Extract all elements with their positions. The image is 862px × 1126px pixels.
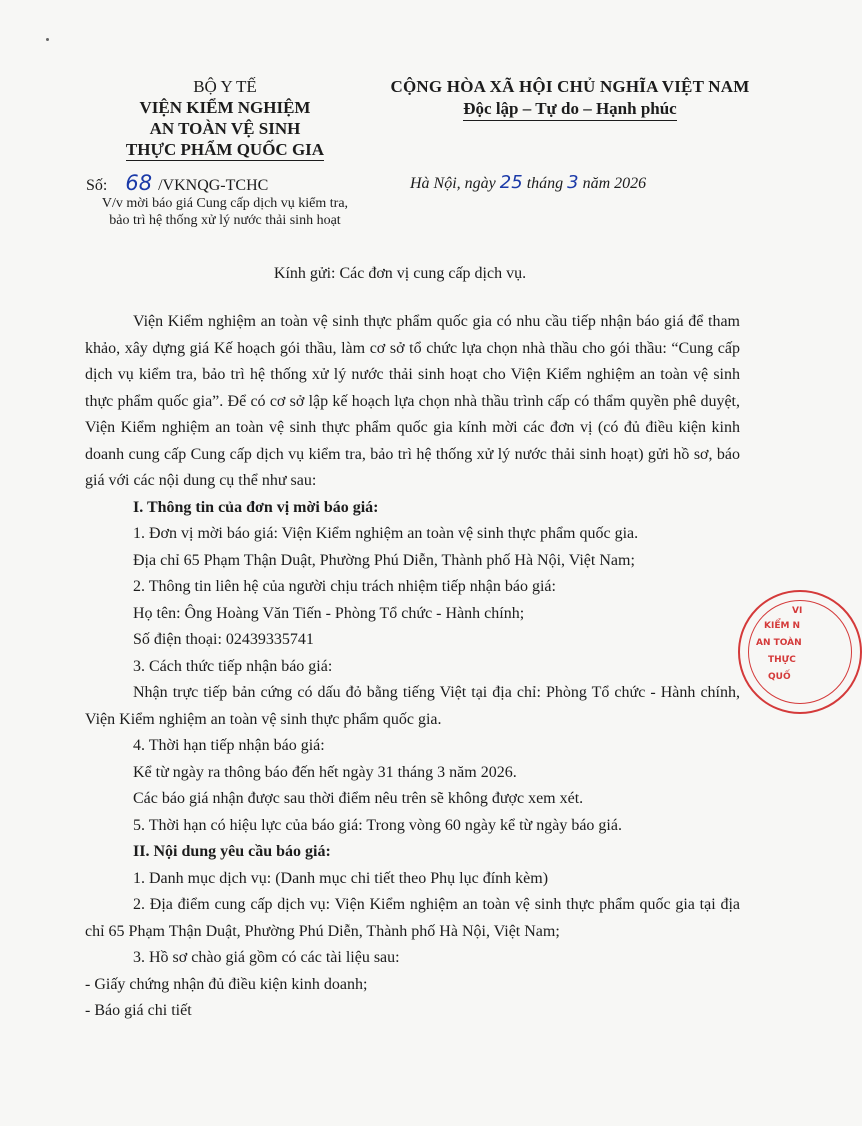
red-seal-stamp (738, 590, 862, 714)
section1-receive-method: Nhận trực tiếp bản cứng có dấu đỏ bằng tiếng Việt tại địa chỉ: Phòng Tổ chức - Hành chính, Viện Kiểm nghiệm an toàn vệ sinh thực phẩm quốc gia. (85, 684, 740, 728)
org-name-line3: THỰC PHẨM QUỐC GIA (125, 140, 325, 159)
section2-doc2: - Báo giá chi tiết (85, 1002, 192, 1019)
seal-text-2: KIỂM N (764, 621, 801, 631)
section1-item3: 3. Cách thức tiếp nhận báo giá: (133, 657, 333, 675)
section1-contact-name: Họ tên: Ông Hoàng Văn Tiến - Phòng Tổ chức - Hành chính; (133, 604, 525, 622)
section1-item4: 4. Thời hạn tiếp nhận báo giá: (133, 737, 325, 754)
doc-number-suffix: /VKNQG-TCHC (158, 177, 269, 194)
seal-text-4: THỰC (768, 655, 796, 665)
section1-heading: I. Thông tin của đơn vị mời báo giá: (133, 498, 379, 516)
org-name-line2: AN TOÀN VỆ SINH (149, 119, 301, 138)
section1-address: Địa chỉ 65 Phạm Thận Duật, Phường Phú Diễn, Thành phố Hà Nội, Việt Nam; (133, 551, 635, 569)
section1-late-note: Các báo giá nhận được sau thời điểm nêu trên sẽ không được xem xét. (133, 790, 584, 807)
section1-item1: 1. Đơn vị mời báo giá: Viện Kiểm nghiệm an toàn vệ sinh thực phẩm quốc gia. (133, 525, 639, 542)
section1-item5: 5. Thời hạn có hiệu lực của báo giá: Trong vòng 60 ngày kể từ ngày báo giá. (133, 816, 622, 834)
doc-number-handwritten: 68 (125, 171, 153, 195)
subject-line1: V/v mời báo giá Cung cấp dịch vụ kiểm tra, (101, 196, 349, 211)
section2-heading: II. Nội dung yêu cầu báo giá: (133, 843, 331, 860)
intro-paragraph: Viện Kiểm nghiệm an toàn vệ sinh thực phẩm quốc gia có nhu cầu tiếp nhận báo giá để tham khảo, xây dựng giá Kế hoạch gói thầu, làm cơ sở tổ chức lựa chọn nhà thầu cho gói thầu: “Cung cấp dịch vụ kiểm tra, bảo trì hệ thống xử lý nước thải sinh hoạt cho Viện Kiểm nghiệm an toàn vệ sinh thực phẩm quốc gia”. Để có cơ sở lập kế hoạch lựa chọn nhà thầu trình cấp có thẩm quyền phê duyệt, Viện Kiểm nghiệm an toàn vệ sinh thực phẩm quốc gia kính mời các đơn vị (có đủ điều kiện kinh doanh cung cấp Cung cấp dịch vụ kiểm tra, bảo trì hệ thống xử lý nước thải sinh hoạt) gửi hồ sơ, báo giá với các nội dung cụ thể như sau: (85, 313, 740, 489)
section2-item2: 2. Địa điểm cung cấp dịch vụ: Viện Kiểm nghiệm an toàn vệ sinh thực phẩm quốc gia tại địa chỉ 65 Phạm Thận Duật, Phường Phú Diễn, Thành phố Hà Nội, Việt Nam; (85, 896, 740, 940)
country-name: CỘNG HÒA XÃ HỘI CHỦ NGHĨA VIỆT NAM (390, 77, 750, 96)
section2-doc1: - Giấy chứng nhận đủ điều kiện kinh doanh; (85, 975, 368, 993)
section1-deadline: Kể từ ngày ra thông báo đến hết ngày 31 tháng 3 năm 2026. (133, 763, 517, 781)
ministry-name: BỘ Y TẾ (193, 77, 257, 96)
national-header (360, 76, 780, 120)
greeting: Kính gửi: Các đơn vị cung cấp dịch vụ. (273, 265, 527, 282)
doc-number-prefix: Số: (86, 177, 108, 194)
section1-contact-phone: Số điện thoại: 02439335741 (133, 631, 314, 648)
org-name-line1: VIỆN KIỂM NGHIỆM (139, 98, 311, 117)
section2-item1: 1. Danh mục dịch vụ: (Danh mục chi tiết theo Phụ lục đính kèm) (133, 869, 549, 887)
document-number (86, 171, 268, 195)
national-motto: Độc lập – Tự do – Hạnh phúc (360, 98, 780, 120)
section1-item2: 2. Thông tin liên hệ của người chịu trách nhiệm tiếp nhận báo giá: (133, 578, 556, 595)
scan-speck (46, 38, 49, 41)
date-month-handwritten: 3 (567, 172, 579, 193)
seal-text-5: QUỐ (768, 672, 791, 682)
date-year: năm 2026 (582, 175, 647, 192)
seal-text-3: AN TOÀN (756, 638, 802, 648)
subject-line2: bảo trì hệ thống xử lý nước thải sinh hoạt (109, 213, 341, 228)
document-body (85, 309, 740, 1025)
section2-item3: 3. Hồ sơ chào giá gồm có các tài liệu sau: (133, 949, 400, 966)
date-day-handwritten: 25 (499, 172, 523, 193)
date-place: Hà Nội, ngày (410, 175, 496, 192)
document-subject (80, 195, 370, 229)
issuer-header (80, 76, 370, 160)
seal-text-1: VI (792, 606, 803, 616)
date-month-label: tháng (526, 175, 564, 192)
document-date (410, 172, 646, 193)
